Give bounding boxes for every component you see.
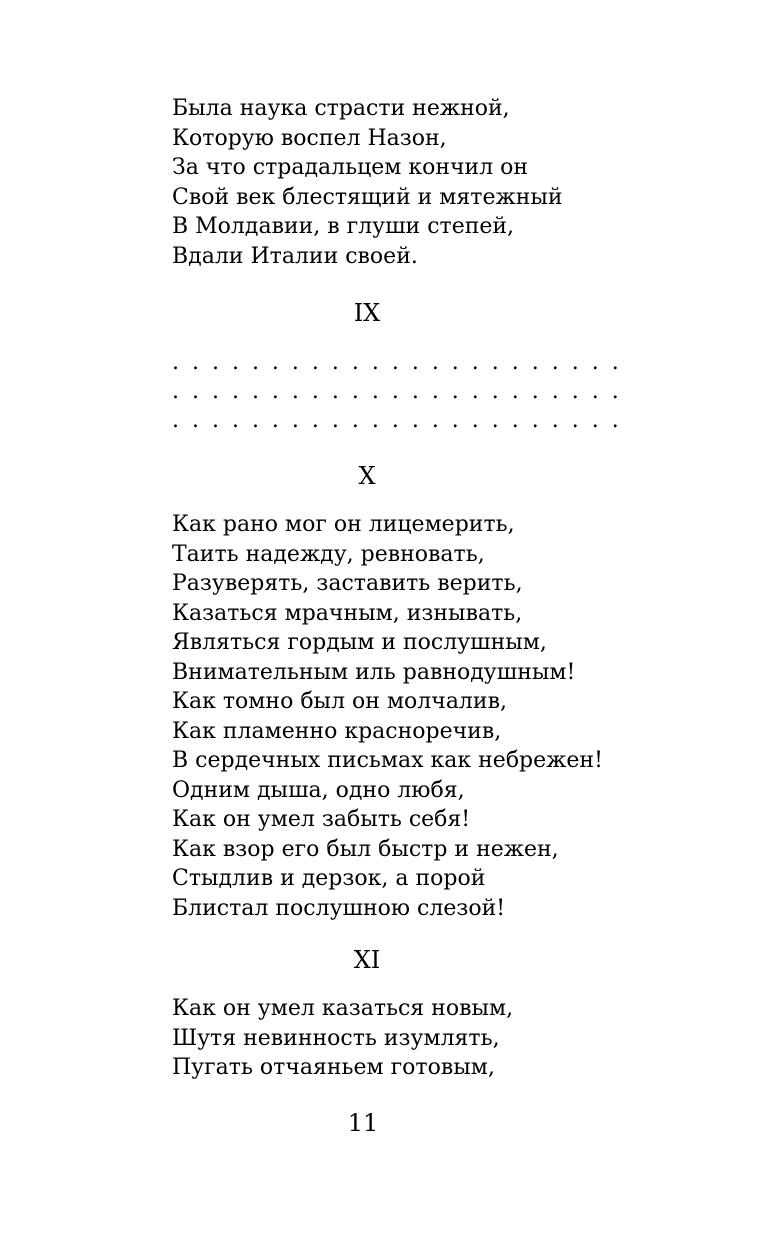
omission-dots: . . . . . . . . . . . . . . . . . . . . . . . — [172, 379, 622, 404]
verse-line: Стыдлив и дерзок, а порой — [172, 866, 486, 891]
verse-line: Свой век блестящий и мятежный — [172, 184, 563, 210]
omission-dots: . . . . . . . . . . . . . . . . . . . . . . . — [172, 408, 622, 433]
verse-line: Казаться мрачным, изнывать, — [172, 600, 523, 626]
stanza-heading-xi: XI — [353, 946, 381, 974]
verse-line: Была наука страсти нежной, — [172, 96, 510, 121]
stanza-omitted-ix — [172, 348, 622, 435]
verse-line: Вдали Италии своей. — [172, 243, 418, 269]
verse-line: Пугать отчаяньем готовым, — [172, 1055, 495, 1080]
verse-line: Являться гордым и послушным, — [172, 630, 547, 655]
page-number: 11 — [347, 1109, 379, 1137]
verse-line: Которую воспел Назон, — [172, 125, 447, 151]
stanza-heading-x: X — [358, 462, 376, 490]
stanza-heading-ix: IX — [353, 299, 381, 327]
verse-line: Блистал послушною слезой! — [172, 895, 506, 921]
verse-line: Как томно был он молчалив, — [172, 689, 507, 714]
verse-line: Одним дыша, одно любя, — [172, 777, 465, 803]
verse-line: Таить надежду, ревновать, — [172, 541, 485, 567]
stanza-continuation — [172, 94, 563, 271]
stanza-x — [172, 510, 603, 923]
stanza-xi — [172, 994, 513, 1083]
verse-line: За что страдальцем кончил он — [172, 155, 529, 180]
verse-line: Внимательным иль равнодушным! — [172, 659, 576, 685]
verse-line: Как пламенно красноречив, — [172, 718, 502, 744]
verse-line: Разуверять, заставить верить, — [172, 571, 523, 596]
verse-line: Шутя невинность изумлять, — [172, 1025, 500, 1051]
verse-line: Как взор его был быстр и нежен, — [172, 836, 559, 862]
omission-dots: . . . . . . . . . . . . . . . . . . . . . . . — [172, 350, 622, 375]
verse-line: Как он умел забыть себя! — [172, 807, 471, 832]
verse-line: Как он умел казаться новым, — [172, 996, 514, 1021]
verse-line: В Молдавии, в глуши степей, — [172, 214, 515, 239]
verse-line: Как рано мог он лицемерить, — [172, 512, 515, 537]
verse-line: В сердечных письмах как небрежен! — [172, 748, 603, 773]
